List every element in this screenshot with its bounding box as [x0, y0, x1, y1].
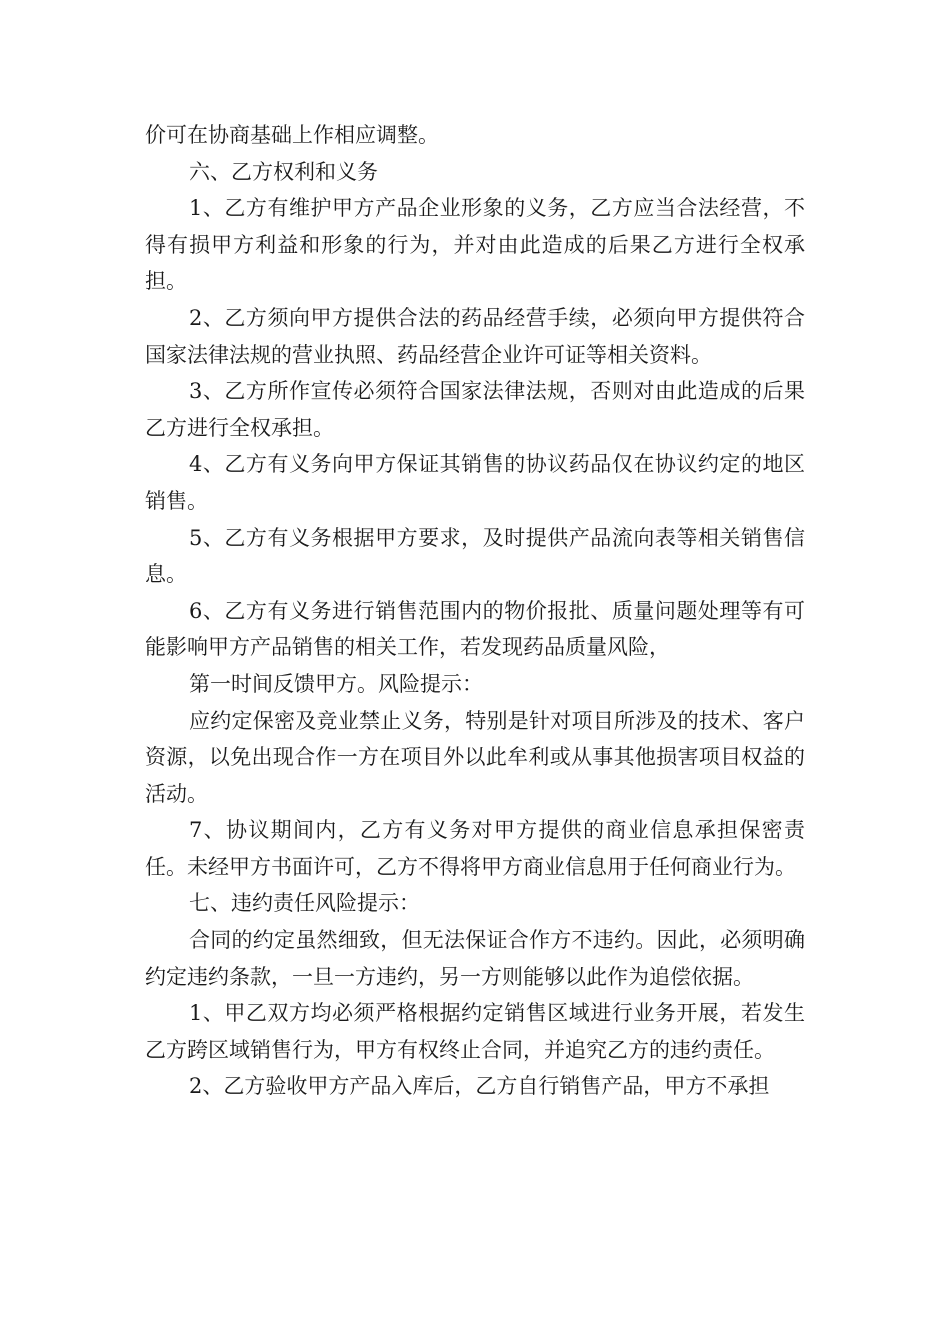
clause-seven-1: 1、甲乙双方均必须严格根据约定销售区域进行业务开展，若发生乙方跨区域销售行为，甲方有权终止合同，并追究乙方的违约责任。 [145, 1001, 805, 1062]
paragraph-price-adjustment: 价可在协商基础上作相应调整。 [145, 123, 439, 147]
document-body [145, 117, 805, 1105]
clause-six-6: 6、乙方有义务进行销售范围内的物价报批、质量问题处理等有可能影响甲方产品销售的相关工作，若发现药品质量风险， [145, 598, 805, 660]
risk-tip-confidentiality: 应约定保密及竞业禁止义务，特别是针对项目所涉及的技术、客户资源，以免出现合作一方在项目外以此牟利或从事其他损害项目权益的活动。 [145, 708, 805, 806]
clause-seven-2: 2、乙方验收甲方产品入库后，乙方自行销售产品，甲方不承担 [189, 1074, 770, 1099]
clause-six-1: 1、乙方有维护甲方产品企业形象的义务，乙方应当合法经营，不得有损甲方利益和形象的行为，并对由此造成的后果乙方进行全权承担。 [145, 196, 805, 294]
heading-section-six: 六、乙方权利和义务 [189, 159, 378, 184]
clause-six-5: 5、乙方有义务根据甲方要求，及时提供产品流向表等相关销售信息。 [145, 525, 805, 587]
heading-section-seven: 七、违约责任风险提示： [189, 891, 420, 916]
clause-six-4: 4、乙方有义务向甲方保证其销售的协议药品仅在协议约定的地区销售。 [145, 452, 805, 513]
risk-tip-breach: 合同的约定虽然细致，但无法保证合作方不违约。因此，必须明确约定违约条款，一旦一方违约，另一方则能够以此作为追偿依据。 [145, 928, 805, 989]
clause-six-2: 2、乙方须向甲方提供合法的药品经营手续，必须向甲方提供符合国家法律法规的营业执照、药品经营企业许可证等相关资料。 [145, 305, 805, 367]
clause-six-7: 7、协议期间内，乙方有义务对甲方提供的商业信息承担保密责任。未经甲方书面许可，乙方不得将甲方商业信息用于任何商业行为。 [145, 818, 805, 879]
clause-six-3: 3、乙方所作宣传必须符合国家法律法规，否则对由此造成的后果乙方进行全权承担。 [145, 379, 805, 440]
risk-tip-feedback: 第一时间反馈甲方。风险提示： [189, 671, 483, 696]
